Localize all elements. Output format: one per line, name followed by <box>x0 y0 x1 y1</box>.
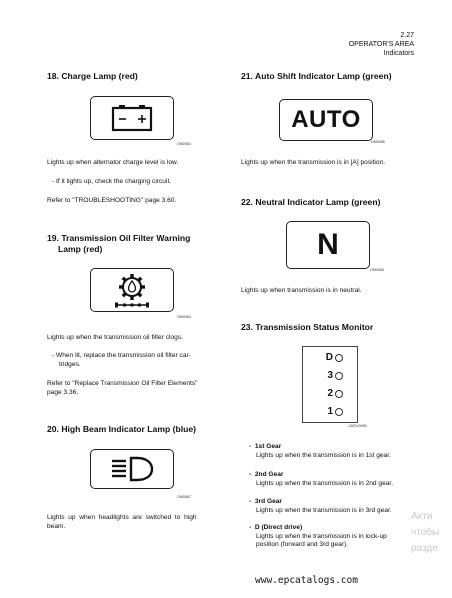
section-19-reference <box>47 380 198 397</box>
figure-code-om0084: OM0084 <box>177 315 191 319</box>
monitor-row-d <box>323 352 343 363</box>
section-19-reference-line1: Refer to "Replace Transmission Oil Filter Elements" <box>47 380 198 387</box>
gear-1st-item <box>249 443 391 460</box>
section-20-body-line1: Lights up when headlights are switched to high <box>47 514 197 521</box>
watermark-line2: чтобы <box>411 527 440 538</box>
monitor-label-2: 2 <box>327 388 333 399</box>
indicator-dot-icon <box>335 408 343 416</box>
figure-code-om0087: OM0087 <box>177 495 191 499</box>
auto-lamp-label: AUTO <box>291 106 361 133</box>
figure-code-om0085: OM0085 <box>371 140 385 144</box>
gear-direct-drive-desc-line2: position (forward and 3rd gear). <box>256 541 348 548</box>
monitor-row-2 <box>323 388 343 399</box>
figure-code-om0089: OM0089 <box>370 268 384 272</box>
auto-shift-lamp-figure <box>279 99 373 141</box>
oil-filter-lamp-figure <box>90 268 174 312</box>
section-21-body: Lights up when the transmission is in [A] position. <box>241 159 386 166</box>
high-beam-lamp-figure <box>90 449 174 489</box>
battery-icon <box>111 104 153 132</box>
section-19-title-line2: Lamp (red) <box>58 244 103 254</box>
section-title: OPERATOR'S AREA <box>348 41 414 48</box>
section-19-reference-line2: page 3.36. <box>47 388 79 396</box>
gear-direct-drive-title: - D (Direct drive) <box>249 524 303 531</box>
section-20-body-line2: beam. <box>47 522 66 530</box>
section-18-bullet: - If it lights up, check the charging circuit. <box>52 178 172 185</box>
section-18-body: Lights up when alternator charge level is low. <box>47 159 179 166</box>
section-19-bullet-line2: tridges. <box>59 360 81 368</box>
watermark-line1: Акти <box>411 511 433 522</box>
neutral-lamp-label: N <box>317 228 339 261</box>
section-18-title: 18. Charge Lamp (red) <box>47 71 138 81</box>
footer-url: www.epcatalogs.com <box>255 575 358 586</box>
high-beam-icon <box>109 456 155 482</box>
gear-direct-drive-item <box>249 524 387 550</box>
gear-1st-title: - 1st Gear <box>249 443 282 450</box>
section-18-reference: Refer to "TROUBLESHOOTING" page 3.60. <box>47 197 177 204</box>
activation-watermark <box>411 509 452 557</box>
gear-3rd-title: - 3rd Gear <box>249 498 282 505</box>
section-19-bullet <box>52 352 191 369</box>
gear-1st-desc: Lights up when the transmission is in 1st gear. <box>256 451 391 459</box>
section-20-body <box>47 514 219 531</box>
indicator-dot-icon <box>335 372 343 380</box>
section-21-title: 21. Auto Shift Indicator Lamp (green) <box>241 71 392 81</box>
section-20-title: 20. High Beam Indicator Lamp (blue) <box>47 424 196 434</box>
section-19-bullet-line1: - When lit, replace the transmission oil filter car- <box>52 352 191 359</box>
gear-3rd-desc: Lights up when the transmission is in 3rd gear. <box>256 506 392 514</box>
monitor-row-1 <box>323 406 343 417</box>
section-19-title <box>47 233 190 255</box>
monitor-label-1: 1 <box>327 406 333 417</box>
figure-code-om0083: OM0083 <box>177 142 191 146</box>
watermark-line3: разде <box>411 543 438 554</box>
indicator-dot-icon <box>335 390 343 398</box>
section-23-title: 23. Transmission Status Monitor <box>241 322 374 332</box>
gear-2nd-desc: Lights up when the transmission is in 2nd gear. <box>256 479 394 487</box>
monitor-row-3 <box>323 370 343 381</box>
page-number: 2.27 <box>400 32 414 39</box>
subsection-title: Indicators <box>383 50 414 57</box>
oil-filter-gear-icon <box>110 272 154 308</box>
section-19-title-line1: 19. Transmission Oil Filter Warning <box>47 233 191 243</box>
neutral-lamp-figure <box>286 221 370 269</box>
gear-2nd-title: - 2nd Gear <box>249 471 284 478</box>
gear-3rd-item <box>249 498 392 515</box>
section-22-title: 22. Neutral Indicator Lamp (green) <box>241 197 381 207</box>
monitor-label-3: 3 <box>327 370 333 381</box>
indicator-dot-icon <box>335 354 343 362</box>
monitor-label-d: D <box>325 352 333 363</box>
gear-direct-drive-desc-line1: Lights up when the transmission is in lock-up <box>256 532 387 540</box>
transmission-status-monitor <box>302 346 358 423</box>
figure-code-135zv0065: 135ZV0065 <box>348 424 367 428</box>
charge-lamp-figure <box>90 96 174 140</box>
section-19-body: Lights up when the transmission oil filter clogs. <box>47 334 183 341</box>
section-22-body: Lights up when transmission is in neutral. <box>241 287 362 294</box>
gear-2nd-item <box>249 471 393 488</box>
page-header <box>349 31 414 58</box>
